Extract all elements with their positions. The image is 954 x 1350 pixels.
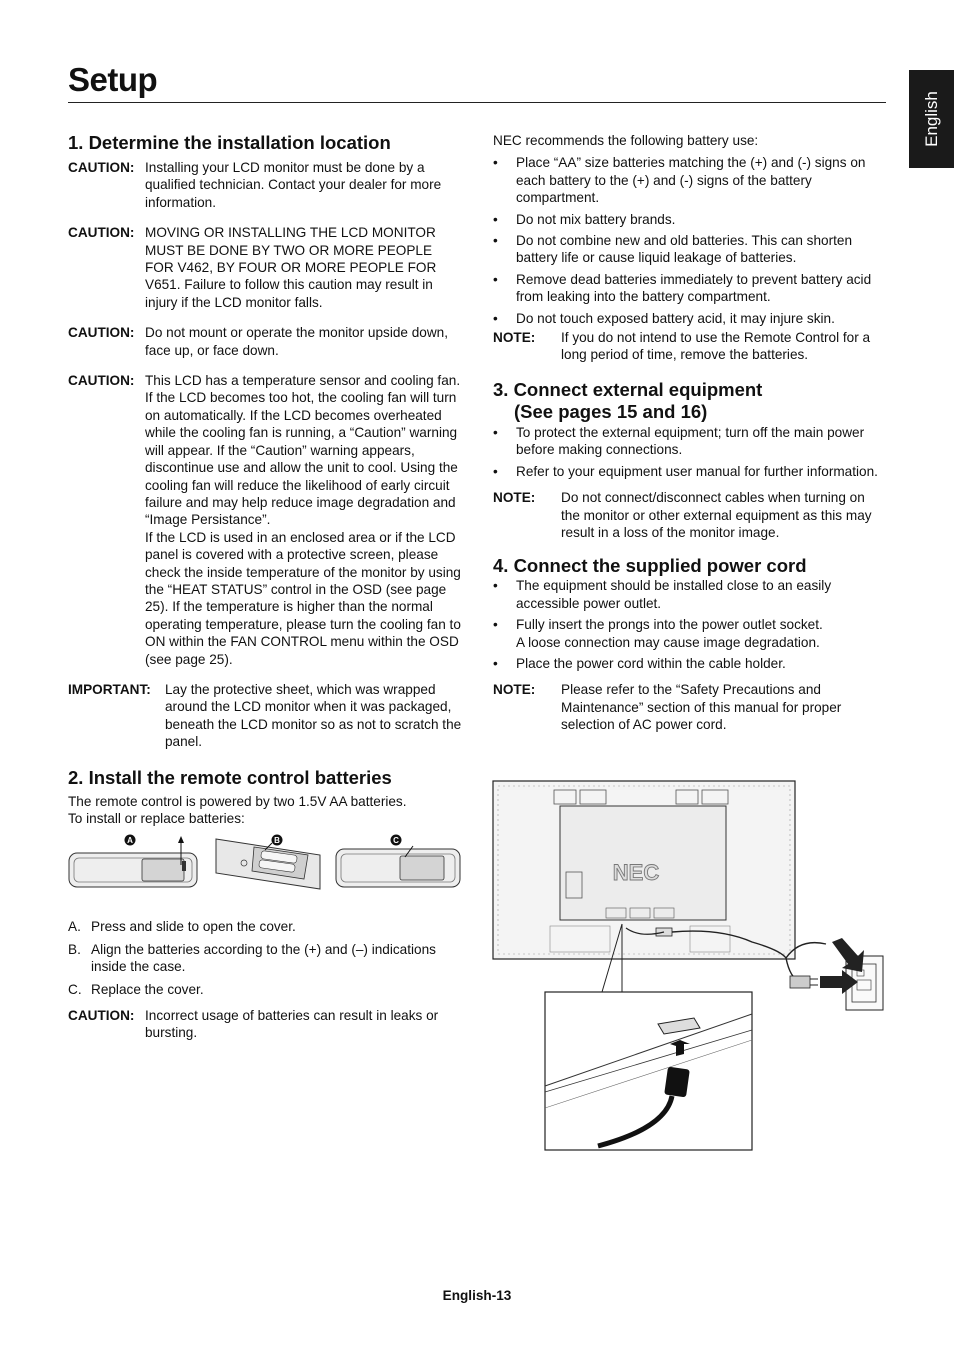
- caution-notice: [68, 324, 462, 359]
- battery-steps: [68, 918, 462, 998]
- notice-label: CAUTION:: [68, 225, 135, 241]
- language-tab-label: English: [921, 91, 941, 147]
- figure-label-b: B: [274, 836, 280, 846]
- battery-figure: [68, 833, 462, 907]
- notice-label: CAUTION:: [68, 373, 135, 389]
- notice-text: This LCD has a temperature sensor and cooling fan. If the LCD becomes too hot, the cooling fan will turn on automatically. If the LCD becomes overheated while the cooling fan is running, a “Caution” warning will appear. If the “Caution” warning appears, discontinue use and allow the unit to cool. Using the cooling fan will reduce the likelihood of early circuit failure and may help reduce image degradation and “Image Persistance”. If the LCD is used in an enclosed area or if the LCD panel is covered with a protective screen, please check the inside temperature of the monitor by using the “HEAT STATUS” control in the OSD (see page 25). If the temperature is higher than the normal operating temperature, please turn the cooling fan to ON within the FAN CONTROL menu within the OSD (see page 25).: [145, 373, 461, 667]
- step-text: Replace the cover.: [91, 981, 204, 997]
- notice-text: If you do not intend to use the Remote Control for a long period of time, remove the batteries.: [561, 330, 871, 363]
- notice-label: NOTE:: [493, 330, 536, 346]
- caution-notice: [68, 1007, 462, 1042]
- section3-heading: 3. Connect external equipment: [493, 378, 763, 400]
- list-item: [68, 941, 462, 976]
- battery-use-list: [493, 154, 887, 327]
- note-notice: [493, 681, 887, 733]
- list-item: • Fully insert the prongs into the power outlet socket. A loose connection may cause image degradation.: [493, 616, 887, 651]
- left-column: [68, 132, 462, 1042]
- note-notice: [493, 329, 887, 364]
- important-notice: [68, 681, 462, 751]
- notice-text: Lay the protective sheet, which was wrapped around the LCD monitor when it was packaged, beneath the LCD monitor so as not to scratch the panel.: [165, 681, 462, 750]
- notice-text: MOVING OR INSTALLING THE LCD MONITOR MUST BE DONE BY TWO OR MORE PEOPLE FOR V462, BY FOUR OR MORE PEOPLE FOR V651. Failure to follow this caution may result in injury if the LCD monitor falls.: [145, 225, 437, 310]
- notice-label: CAUTION:: [68, 1008, 135, 1024]
- notice-text: Do not mount or operate the monitor upside down, face up, or face down.: [145, 325, 449, 358]
- notice-label: NOTE:: [493, 490, 536, 506]
- section4-heading: 4. Connect the supplied power cord: [493, 555, 807, 577]
- battery-use-intro: NEC recommends the following battery use:: [493, 133, 759, 148]
- remote-control-illustration: [68, 833, 462, 907]
- title-divider: [68, 102, 886, 103]
- notice-label: NOTE:: [493, 682, 536, 698]
- list-item: • Refer to your equipment user manual for further information.: [493, 463, 887, 480]
- list-item: • Place “AA” size batteries matching the (+) and (-) signs on each battery to the (+) and (-) signs of the battery compartment.: [493, 154, 887, 206]
- page-title: Setup: [68, 61, 158, 98]
- step-key: A.: [68, 919, 81, 935]
- list-item: • Do not mix battery brands.: [493, 211, 887, 228]
- section1-heading: 1. Determine the installation location: [68, 132, 391, 153]
- list-item: • Do not combine new and old batteries. This can shorten battery life or cause liquid leakage of batteries.: [493, 232, 887, 267]
- step-key: C.: [68, 981, 82, 997]
- section2-heading: 2. Install the remote control batteries: [68, 766, 392, 788]
- section3-list: [493, 424, 887, 480]
- notice-text: Incorrect usage of batteries can result in leaks or bursting.: [145, 1008, 439, 1041]
- section2-intro: The remote control is powered by two 1.5V AA batteries. To install or replace batteries:: [68, 793, 407, 826]
- caution-notice: [68, 159, 462, 211]
- power-cord-illustration: [490, 778, 890, 1154]
- nec-logo: NEC: [612, 860, 660, 885]
- caution-notice: [68, 372, 462, 668]
- notice-label: IMPORTANT:: [68, 681, 151, 697]
- page-footer: English-13: [442, 1288, 512, 1303]
- section3-subheading: (See pages 15 and 16): [514, 400, 708, 422]
- caution-notice: [68, 224, 462, 311]
- list-item: • The equipment should be installed close to an easily accessible power outlet.: [493, 577, 887, 612]
- step-text: Align the batteries according to the (+) and (–) indications inside the case.: [91, 941, 436, 975]
- list-item: • Remove dead batteries immediately to prevent battery acid from leaking into the battery compartment.: [493, 271, 887, 306]
- figure-label-a: A: [127, 836, 133, 846]
- figure-label-c: C: [393, 836, 399, 846]
- list-item: • Do not touch exposed battery acid, it may injure skin.: [493, 310, 887, 327]
- list-item: [68, 918, 462, 935]
- list-item: • Place the power cord within the cable holder.: [493, 655, 887, 672]
- notice-text: Do not connect/disconnect cables when turning on the monitor or other external equipment as this may result in a loss of the monitor image.: [561, 490, 872, 540]
- language-tab: [909, 70, 954, 168]
- section4-list: [493, 577, 887, 672]
- list-item: [68, 981, 462, 998]
- step-text: Press and slide to open the cover.: [91, 919, 296, 935]
- note-notice: [493, 489, 887, 541]
- list-item: • To protect the external equipment; turn off the main power before making connections.: [493, 424, 887, 459]
- notice-text: Installing your LCD monitor must be done by a qualified technician. Contact your dealer for more information.: [145, 160, 442, 210]
- step-key: B.: [68, 941, 81, 957]
- notice-text: Please refer to the “Safety Precautions and Maintenance” section of this manual for proper selection of AC power cord.: [561, 682, 842, 733]
- notice-label: CAUTION:: [68, 160, 135, 175]
- right-column: [493, 132, 887, 734]
- notice-label: CAUTION:: [68, 325, 135, 341]
